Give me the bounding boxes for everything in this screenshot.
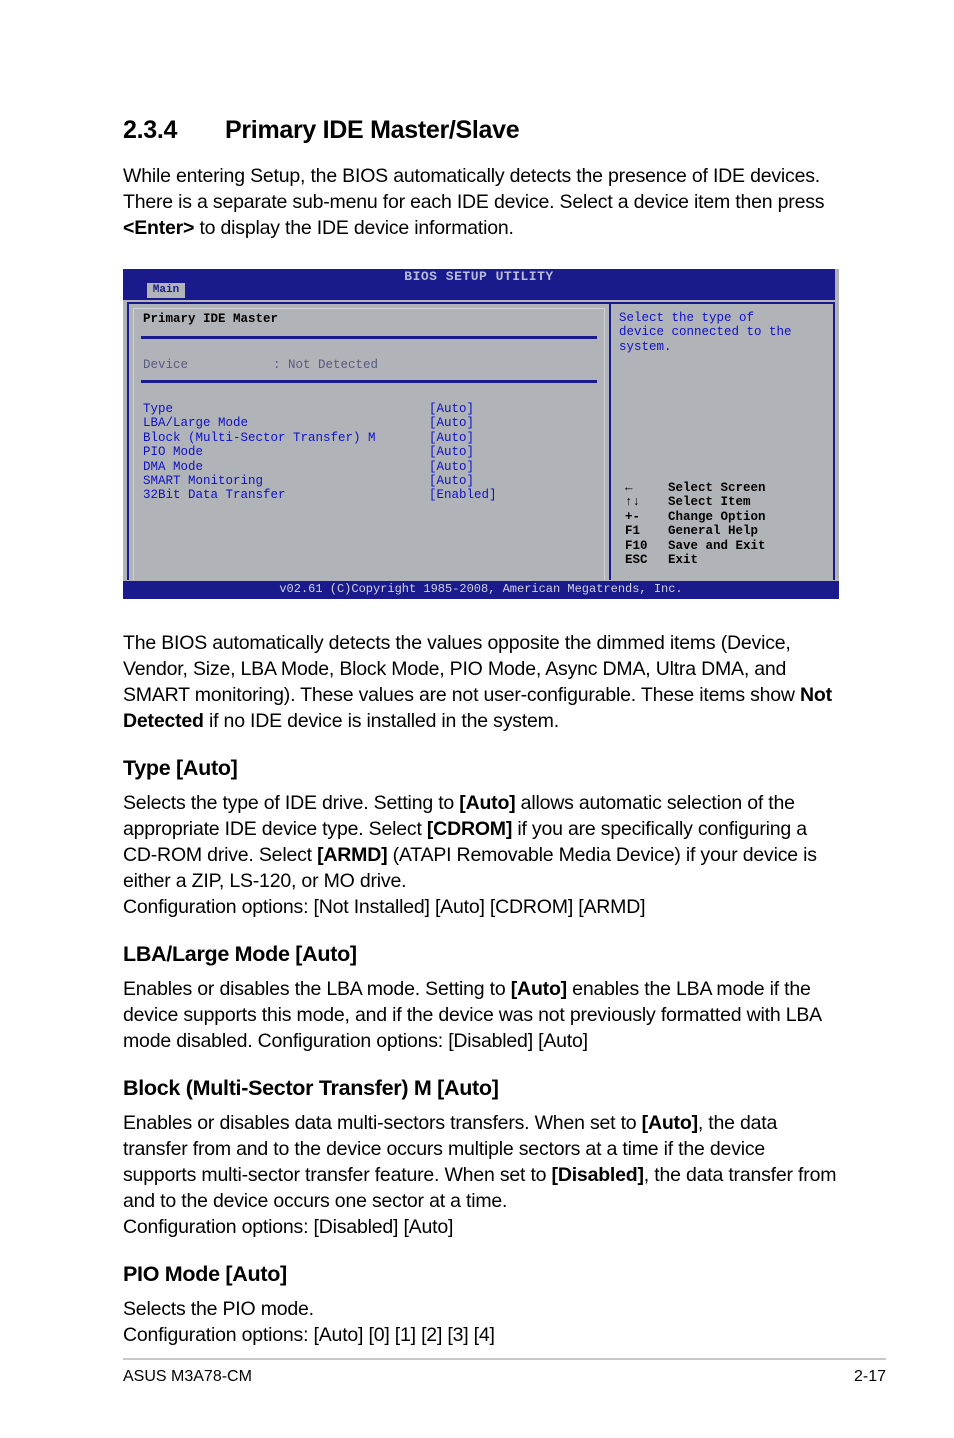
bios-item-block-value[interactable]: [Auto] <box>429 430 475 445</box>
pio-options: Configuration options: [Auto] [0] [1] [2] [3] [4] <box>123 1324 495 1346</box>
detect-text-2: if no IDE device is installed in the system. <box>203 710 559 732</box>
bios-key-exit <box>625 553 698 567</box>
bios-key-action: Select Screen <box>668 481 766 495</box>
bios-item-dma-value[interactable]: [Auto] <box>429 459 475 474</box>
bios-key-select-screen <box>625 481 766 495</box>
bios-item-32bit-value[interactable]: [Enabled] <box>429 488 497 503</box>
bios-key-change-option <box>625 510 766 524</box>
block-options: Configuration options: [Disabled] [Auto] <box>123 1216 454 1238</box>
bios-device-value: : Not Detected <box>273 358 379 372</box>
lba-paragraph <box>123 976 845 1054</box>
bios-key-action: Select Item <box>668 495 751 510</box>
bios-title-bar <box>123 269 835 300</box>
bios-device-label: Device <box>143 358 189 372</box>
type-text-1: Selects the type of IDE drive. Setting to <box>123 792 460 814</box>
bios-item-dma[interactable]: DMA Mode <box>143 459 204 474</box>
bios-help-panel <box>609 302 835 580</box>
footer-page-number: 2-17 <box>853 1368 886 1385</box>
section-number: 2.3.4 <box>123 116 178 144</box>
pio-heading: PIO Mode [Auto] <box>123 1262 287 1286</box>
type-heading: Type [Auto] <box>123 756 238 780</box>
bios-key-label: F10 <box>625 538 648 553</box>
up-down-arrow-icon: ↑↓ <box>625 495 641 510</box>
bios-key-label: ESC <box>625 553 648 567</box>
intro-paragraph <box>123 163 843 241</box>
bios-key-label: F1 <box>625 524 641 539</box>
intro-text-1: While entering Setup, the BIOS automatically detects the presence of IDE devices. There is a separate sub-menu for each IDE device. Select a device item then press <box>123 165 825 213</box>
bios-divider-1 <box>141 336 597 339</box>
bios-key-select-item <box>625 495 751 509</box>
bios-item-lba[interactable]: LBA/Large Mode <box>143 416 249 431</box>
type-text-4: (ATAPI Removable Media Device) if your device is either a ZIP, LS-120, or MO drive. <box>123 844 817 892</box>
lba-text-1: Enables or disables the LBA mode. Setting to <box>123 978 511 1000</box>
type-paragraph <box>123 790 843 920</box>
lba-text-2: enables the LBA mode if the device supports this mode, and if the device was not previously formatted with LBA mode disabled. Configuration options: [Disabled] [Auto] <box>123 978 821 1052</box>
type-bold-cdrom: [CDROM] <box>426 818 513 840</box>
bios-key-action: Exit <box>668 553 699 567</box>
intro-text-2: to display the IDE device information. <box>194 217 514 239</box>
block-paragraph <box>123 1110 843 1240</box>
section-heading <box>123 116 519 145</box>
block-text-3: , the data transfer from and to the device occurs one sector at a time. <box>123 1164 837 1212</box>
footer-product-name: ASUS M3A78-CM <box>123 1368 252 1385</box>
block-bold-auto: [Auto] <box>641 1112 698 1134</box>
block-text-1: Enables or disables data multi-sectors transfers. When set to <box>123 1112 642 1134</box>
bios-item-pio[interactable]: PIO Mode <box>143 445 204 460</box>
bios-key-general-help <box>625 524 758 538</box>
bios-item-lba-value[interactable]: [Auto] <box>429 416 475 431</box>
type-bold-auto: [Auto] <box>459 792 516 814</box>
bios-settings-panel <box>127 302 611 580</box>
detect-text-1: The BIOS automatically detects the values opposite the dimmed items (Device, Vendor, Size, LBA Mode, Block Mode, PIO Mode, Async DMA, Ultra DMA, and SMART monitoring). These values are not user-configurable. These items show <box>123 632 801 706</box>
bios-help-line-1: Select the type of <box>619 311 755 325</box>
lba-heading: LBA/Large Mode [Auto] <box>123 942 357 966</box>
bios-key-action: Change Option <box>668 509 766 524</box>
bios-key-action: Save and Exit <box>668 538 766 553</box>
bios-screenshot <box>123 269 839 599</box>
bios-item-32bit[interactable]: 32Bit Data Transfer <box>143 488 286 503</box>
type-text-2: allows automatic selection of the appropriate IDE device type. Select <box>123 792 795 840</box>
intro-enter-key: <Enter> <box>123 217 195 239</box>
bios-item-type[interactable]: Type <box>143 402 174 416</box>
detect-not-detected: Not Detected <box>123 684 832 732</box>
block-heading: Block (Multi-Sector Transfer) M [Auto] <box>123 1076 499 1100</box>
bios-copyright-bar: v02.61 (C)Copyright 1985-2008, American Megatrends, Inc. <box>123 581 839 599</box>
bios-key-save-exit <box>625 539 766 553</box>
bios-item-block[interactable]: Block (Multi-Sector Transfer) M <box>143 430 376 445</box>
footer-divider <box>123 1358 886 1360</box>
bios-panel-title: Primary IDE Master <box>143 312 279 326</box>
pio-text-1: Selects the PIO mode. <box>123 1298 314 1320</box>
type-options: Configuration options: [Not Installed] [Auto] [CDROM] [ARMD] <box>123 896 646 918</box>
type-bold-armd: [ARMD] <box>317 844 388 866</box>
pio-paragraph <box>123 1296 843 1348</box>
bios-key-action: General Help <box>668 524 759 539</box>
detect-paragraph <box>123 630 843 734</box>
left-right-arrow-icon: ← <box>625 481 633 495</box>
bios-item-smart-value[interactable]: [Auto] <box>429 474 475 488</box>
bios-item-smart[interactable]: SMART Monitoring <box>143 474 264 488</box>
block-text-2: , the data transfer from and to the device occurs multiple sectors at a time if the device supports multi-sector transfer feature. When set to <box>123 1112 778 1186</box>
bios-key-label: +- <box>625 509 641 524</box>
bios-item-pio-value[interactable]: [Auto] <box>429 445 475 460</box>
bios-title: BIOS SETUP UTILITY <box>404 269 554 284</box>
bios-tab-main[interactable]: Main <box>147 283 185 298</box>
bios-divider-2 <box>141 380 597 383</box>
bios-help-line-2: device connected to the <box>619 325 792 340</box>
lba-bold-auto: [Auto] <box>510 978 567 1000</box>
bios-help-line-3: system. <box>619 339 672 354</box>
block-bold-disabled: [Disabled] <box>551 1164 644 1186</box>
bios-item-type-value[interactable]: [Auto] <box>429 402 475 416</box>
section-title: Primary IDE Master/Slave <box>225 116 520 144</box>
type-text-3: if you are specifically configuring a CD-ROM drive. Select <box>123 818 807 866</box>
